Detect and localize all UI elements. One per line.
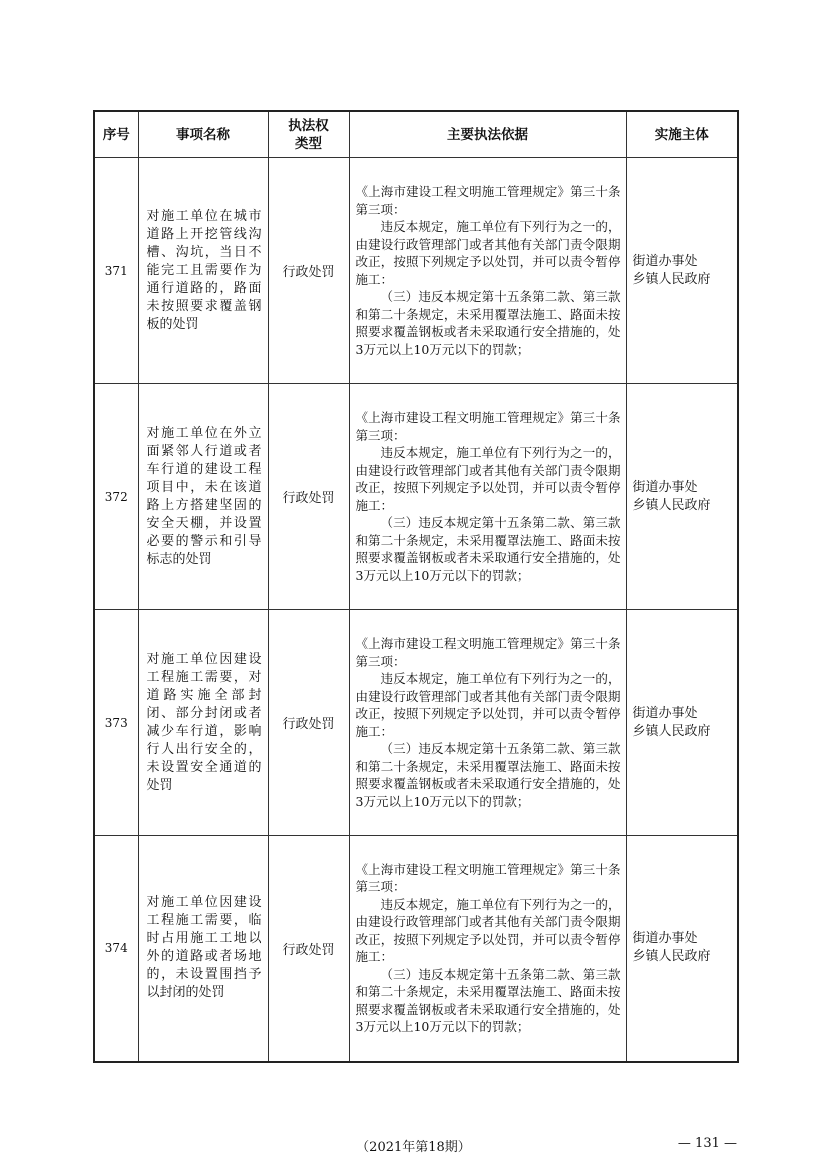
- subject-line: 乡镇人民政府: [632, 497, 711, 513]
- basis-citation: 《上海市建设工程文明施工管理规定》第三十条第三项：: [355, 410, 621, 443]
- basis-item: （三）违反本规定第十五条第二款、第三款和第二十条规定，未采用覆罩法施工、路面未按照要求覆盖钢板或者未采取通行安全措施的，处3万元以上10万元以下的罚款；: [355, 515, 621, 583]
- basis-item: （三）违反本规定第十五条第二款、第三款和第二十条规定，未采用覆罩法施工、路面未按照要求覆盖钢板或者未采取通行安全措施的，处3万元以上10万元以下的罚款；: [355, 741, 621, 809]
- table-header-row: [94, 111, 738, 158]
- row-subject: [626, 836, 738, 1062]
- row-seq: 374: [94, 836, 138, 1062]
- row-power-type: 行政处罚: [268, 384, 349, 610]
- header-seq: 序号: [94, 111, 138, 158]
- row-legal-basis: [349, 158, 626, 384]
- row-power-type: 行政处罚: [268, 610, 349, 836]
- basis-citation: 《上海市建设工程文明施工管理规定》第三十条第三项：: [355, 636, 621, 669]
- basis-item: （三）违反本规定第十五条第二款、第三款和第二十条规定，未采用覆罩法施工、路面未按照要求覆盖钢板或者未采取通行安全措施的，处3万元以上10万元以下的罚款；: [355, 289, 621, 357]
- table-row: [94, 384, 738, 610]
- issue-label: （2021年第18期）: [356, 1140, 471, 1155]
- basis-clause: 违反本规定，施工单位有下列行为之一的，由建设行政管理部门或者其他有关部门责令限期改正，按照下列规定予以处罚，并可以责令暂停施工：: [355, 445, 621, 513]
- header-item-name: 事项名称: [138, 111, 268, 158]
- row-item-name: 对施工单位在外立面紧邻人行道或者车行道的建设工程项目中，未在该道路上方搭建坚固的安全天棚，并设置必要的警示和引导标志的处罚: [138, 384, 268, 610]
- row-subject: [626, 384, 738, 610]
- subject-line: 街道办事处: [632, 253, 698, 269]
- subject-line: 街道办事处: [632, 931, 698, 947]
- row-subject: [626, 610, 738, 836]
- subject-line: 街道办事处: [632, 705, 698, 721]
- basis-citation: 《上海市建设工程文明施工管理规定》第三十条第三项：: [355, 184, 621, 217]
- subject-line: 乡镇人民政府: [632, 271, 711, 287]
- row-item-name: 对施工单位因建设工程施工需要，临时占用施工工地以外的道路或者场地的，未设置围挡予以封闭的处罚: [138, 836, 268, 1062]
- header-power-type-line2: 类型: [295, 135, 322, 152]
- subject-line: 乡镇人民政府: [632, 723, 711, 739]
- row-item-name: 对施工单位在城市道路上开挖管线沟槽、沟坑，当日不能完工且需要作为通行道路的，路面未按照要求覆盖钢板的处罚: [138, 158, 268, 384]
- subject-line: 乡镇人民政府: [632, 949, 711, 965]
- basis-citation: 《上海市建设工程文明施工管理规定》第三十条第三项：: [355, 861, 621, 895]
- basis-clause: 违反本规定，施工单位有下列行为之一的，由建设行政管理部门或者其他有关部门责令限期改正，按照下列规定予以处罚，并可以责令暂停施工：: [355, 671, 621, 739]
- row-item-name: 对施工单位因建设工程施工需要，对道路实施全部封闭、部分封闭或者减少车行道，影响行人出行安全的，未设置安全通道的处罚: [138, 610, 268, 836]
- header-power-type: [268, 111, 349, 158]
- enforcement-table: [93, 110, 739, 1063]
- row-legal-basis: [349, 384, 626, 610]
- header-subject: 实施主体: [626, 111, 738, 158]
- basis-item: （三）违反本规定第十五条第二款、第三款和第二十条规定，未采用覆罩法施工、路面未按照要求覆盖钢板或者未采取通行安全措施的，处3万元以上10万元以下的罚款；: [355, 966, 621, 1035]
- row-seq: 373: [94, 610, 138, 836]
- table-row: [94, 158, 738, 384]
- page-number: — 131 —: [677, 1136, 737, 1151]
- row-legal-basis: [349, 836, 626, 1062]
- subject-line: 街道办事处: [632, 479, 698, 495]
- header-legal-basis: 主要执法依据: [349, 111, 626, 158]
- row-seq: 371: [94, 158, 138, 384]
- table-row: [94, 610, 738, 836]
- row-power-type: 行政处罚: [268, 836, 349, 1062]
- basis-clause: 违反本规定，施工单位有下列行为之一的，由建设行政管理部门或者其他有关部门责令限期改正，按照下列规定予以处罚，并可以责令暂停施工：: [355, 219, 621, 287]
- table-row: [94, 836, 738, 1062]
- basis-clause: 违反本规定，施工单位有下列行为之一的，由建设行政管理部门或者其他有关部门责令限期改正，按照下列规定予以处罚，并可以责令暂停施工：: [355, 896, 621, 965]
- row-legal-basis: [349, 610, 626, 836]
- row-subject: [626, 158, 738, 384]
- row-power-type: 行政处罚: [268, 158, 349, 384]
- header-power-type-line1: 执法权: [288, 117, 329, 134]
- row-seq: 372: [94, 384, 138, 610]
